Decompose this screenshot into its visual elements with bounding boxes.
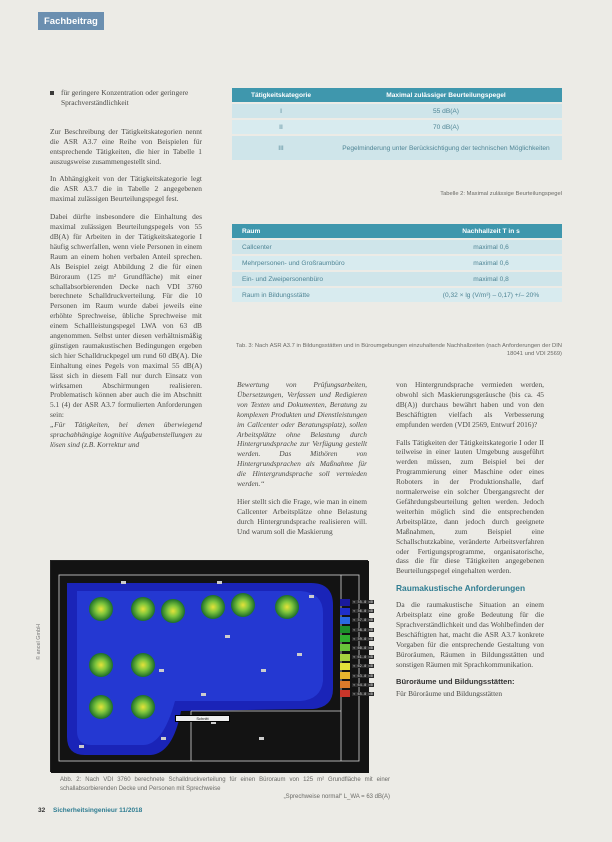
sound-map-image xyxy=(51,561,369,773)
table-row xyxy=(232,136,562,160)
table-header: Tätigkeitskategorie xyxy=(232,88,330,102)
column-middle xyxy=(237,380,367,545)
paragraph: Zur Beschreibung der Tätigkeitskategorien nennt die ASR A3.7 eine Reihe von Beispielen für entsprechende Tätigkeiten, die hier in Tabelle 1 auszugsweise zusammengestellt sind. xyxy=(50,126,202,166)
legend-label: < 63.0 dB xyxy=(353,673,373,678)
table-header: Raum xyxy=(232,224,420,238)
table-cell: Pegelminderung unter Berücksichtigung der technischen Möglichkeiten xyxy=(330,136,562,160)
table-row xyxy=(232,256,562,270)
paragraph: Für Büroräume und Bildungsstätten xyxy=(396,689,503,699)
magazine-name: Sicherheitsingenieur 11/2018 xyxy=(53,807,143,814)
legend-entry xyxy=(340,653,380,661)
column-left xyxy=(50,88,202,458)
table-cell: Raum in Bildungsstätte xyxy=(232,288,420,302)
table-row xyxy=(232,104,562,118)
page-number: 32 xyxy=(38,807,46,814)
legend-label: < 60.0 dB xyxy=(353,645,373,650)
table-cell: I xyxy=(232,104,330,118)
page-footer xyxy=(38,807,142,814)
table-cell: III xyxy=(232,136,330,160)
legend-entry xyxy=(340,616,380,624)
legend-label: < 61.0 dB xyxy=(353,655,373,660)
table-cell: 55 dB(A) xyxy=(330,104,562,118)
table-cell: Mehrpersonen- und Großraumbüro xyxy=(232,256,420,270)
legend-swatch xyxy=(340,644,350,651)
table-cell: maximal 0,6 xyxy=(420,256,562,270)
legend-label: < 59.0 dB xyxy=(353,636,373,641)
legend-swatch xyxy=(340,635,350,642)
legend-entry xyxy=(340,662,380,670)
paragraph: Falls Tätigkeiten der Tätigkeitskategorie I oder II teilweise in einer lauten Umgebung ausgeführt werden müssen, zum Beispiel bei der Programmierung einer Maschine oder eines Roboters in der Produktionshalle, darf normalerweise ein solcher Übergangsrecht der Gefährdungsbeurteilung gelten werden. Jedoch weiterhin möglich sind die entsprechenden Arbeitsplätze, dann jedoch durch geeignete Maßnahmen, zum Beispiel eine Schallschutzkabine, veränderte Arbeitsverfahren oder Fertigungsprogramme, organisatorische, dass die für diese Tätigkeiten angegebenen Beurteilungspegel eingehalten werden. xyxy=(396,437,544,576)
table-cell: (0,32 × lg (V/m³) – 0,17) +/– 20% xyxy=(420,288,562,302)
legend-swatch xyxy=(340,617,350,624)
legend-label: < 58.0 dB xyxy=(353,627,373,632)
legend-entry xyxy=(340,607,380,615)
legend-entry xyxy=(340,672,380,680)
figure-caption-text: Abb. 2: Nach VDI 3760 berechnete Schalldruckverteilung für einen Büroraum von 125 m² Grundfläche mit einer schallabsorbierenden Decke und Personen mit Sprechweise xyxy=(60,777,390,792)
legend-entry xyxy=(340,644,380,652)
sound-map-figure xyxy=(50,560,368,772)
table-cell: II xyxy=(232,120,330,134)
table-cell: Ein- und Zweipersonenbüro xyxy=(232,272,420,286)
legend-swatch xyxy=(340,681,350,688)
paragraph: In Abhängigkeit von der Tätigkeitskategorie legt die ASR A3.7 die in Tabelle 2 angegebenen maximal zulässigen Beurteilungspegel fest. xyxy=(50,174,202,204)
paragraph-quote xyxy=(237,380,367,489)
quote-text: Bewertung von Prüfungsarbeiten, Übersetzungen, Verfassen und Redigieren von Texten und Dokumenten, Beratung zu komplexen Produkten und Dienstleistungen im Callcenter oder Beratungsplatz), sollen Arbeitsplätze ohne Belastung durch Hintergrundsprache zur Verfügung gestellt werden. Das Mithören von Hintergrundsprachen als Maßnahme für die Hintergrundsprache soll vermieden werden.“ xyxy=(237,380,367,489)
section-heading: Raumakustische Anforderungen xyxy=(396,583,526,594)
table-cell: maximal 0,6 xyxy=(420,240,562,254)
table-caption: Tabelle 2: Maximal zulässige Beurteilungspegel xyxy=(440,191,562,197)
legend-label: < 65.0 dB xyxy=(353,691,373,696)
table-cell: 70 dB(A) xyxy=(330,120,562,134)
legend-label: < 55.0 dB xyxy=(353,600,373,604)
legend-label: < 56.0 dB xyxy=(353,609,373,614)
legend-entry xyxy=(340,681,380,689)
bullet-item xyxy=(50,88,202,108)
bullet-icon xyxy=(50,91,54,95)
legend-swatch xyxy=(340,663,350,670)
figure-caption xyxy=(60,776,390,802)
paragraph-quote xyxy=(50,420,202,450)
legend-entry xyxy=(340,626,380,634)
table-cell: maximal 0,8 xyxy=(420,272,562,286)
table-row xyxy=(232,272,562,286)
table-row xyxy=(232,120,562,134)
table-row xyxy=(232,288,562,302)
table-row xyxy=(232,240,562,254)
paragraph: von Hintergrundsprache vermieden werden, obwohl sich Maskierungsgeräusche (bis ca. 45 dB(A)) durchaus bewährt haben und von den Beschäftigten vielfach als Verbesserung empfunden werden (VDI 2569, Entwurf 2016)? xyxy=(396,380,544,429)
quote-text: „Für Tätigkeiten, bei denen überwiegend sprachabhängige kognitive Aufgabenstellungen zu lösen sind (z.B. Korrektur und xyxy=(50,420,202,449)
table-header: Maximal zulässiger Beurteilungspegel xyxy=(330,88,562,102)
legend-swatch xyxy=(340,608,350,615)
scale-bar: Schnitt xyxy=(175,715,230,722)
table-max-levels xyxy=(232,86,562,162)
bullet-text: für geringere Konzentration oder geringere Sprachverständlichkeit xyxy=(61,88,189,107)
legend-label: < 64.0 dB xyxy=(353,682,373,687)
table-caption: Tab. 3: Nach ASR A3.7 in Bildungsstätten und in Büroumgebungen einzuhaltende Nachhallzeiten (nach Anforderungen der DIN 18041 und VDI 2569) xyxy=(235,343,562,357)
legend-label: < 57.0 dB xyxy=(353,618,373,623)
table-cell: Callcenter xyxy=(232,240,420,254)
section-tag: Fachbeitrag xyxy=(38,12,104,30)
paragraph: Da die raumakustische Situation an einem Arbeitsplatz eine große Bedeutung für die Sprachverständlichkeit und das Wohlbefinden der Beschäftigten hat, macht die ASR A3.7 konkrete Vorgaben für die entsprechende Gestaltung von Büroräumen, Räumen in Bildungsstätten und sonstigen Räumen mit Sprachkommunikation. xyxy=(396,600,544,669)
legend-label: < 62.0 dB xyxy=(353,664,373,669)
legend-entry xyxy=(340,598,380,606)
legend-swatch xyxy=(340,599,350,606)
table-reverberation xyxy=(232,222,562,304)
legend-swatch xyxy=(340,690,350,697)
subsection-heading: Büroräume und Bildungsstätten: xyxy=(396,677,515,687)
paragraph: Dabei dürfte insbesondere die Einhaltung des maximal zulässigen Beurteilungspegels von 55 dB(A) für Arbeiten in der Tätigkeitskategorie I häufig schwerfallen, wenn viele Personen in einem Raum an einem hohen verbalen Anteil sprechen. Als Beispiel zeigt Abbildung 2 die für einen Büroraum (125 m² Grundfläche) mit einer schallabsorbierenden Decke nach VDI 3760 berechnete Schalldruckverteilung. Für die 10 Personen im Raum wurde dabei jeweils eine erhöhte Sprechweise, übliche Sprechweise mit einem Schallleistungspegel LWA von 63 dB angenommen. Selbst unter diesen verhältnismäßig günstigen raumakustischen Bedingungen ergeben sich hier Schalldruckpegel um rund 60 dB(A). Die Einhaltung eines Pegels von maximal 55 dB(A) lässt sich in diesem Fall nur durch Einsatz von wirksamen Abschirmungen realisieren. Problematisch können aber auch die im Abschnitt 5.1 (4) der ASR A3.7 formulierten Anforderungen sein: xyxy=(50,212,202,420)
legend-entry xyxy=(340,635,380,643)
column-right xyxy=(396,380,544,707)
legend-swatch xyxy=(340,626,350,633)
legend-entry xyxy=(340,690,380,698)
legend-swatch xyxy=(340,654,350,661)
paragraph: Hier stellt sich die Frage, wie man in einem Callcenter Arbeitsplätze ohne Belastung durch Hintergrundsprache realisieren will. Und warum soll die Maskierung xyxy=(237,496,367,536)
legend-swatch xyxy=(340,672,350,679)
image-credit: © ancel GmbH xyxy=(36,623,42,660)
figure-caption-end: „Sprechweise normal“ L_WA = 63 dB(A) xyxy=(283,794,390,800)
table-header: Nachhallzeit T in s xyxy=(420,224,562,238)
color-legend xyxy=(340,598,380,699)
